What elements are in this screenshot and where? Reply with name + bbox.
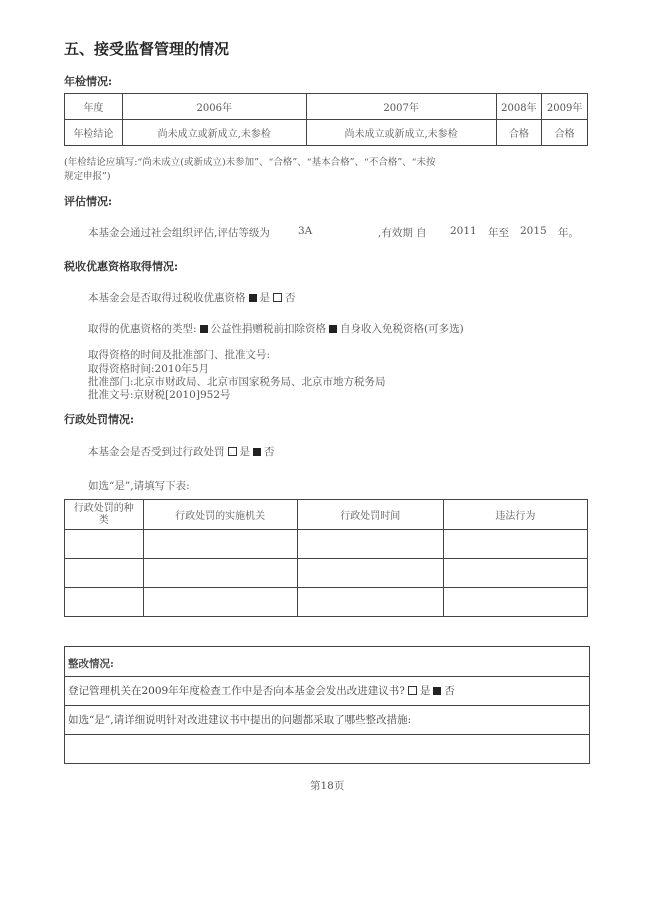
- table-row: [65, 559, 588, 588]
- checkbox-checked-icon: [249, 294, 257, 302]
- rectification-hint: 如选“是”,请详细说明针对改进建议书中提出的问题都采取了哪些整改措施:: [68, 714, 412, 726]
- penalty-question: 本基金会是否受到过行政处罚: [88, 446, 225, 458]
- checkbox-checked-icon: [253, 448, 261, 456]
- tax-no-label: 否: [285, 292, 296, 304]
- evaluation-valid-label: ,有效期 自: [378, 227, 427, 239]
- table-cell: 合格: [496, 120, 542, 146]
- evaluation-year-suffix: 年。: [558, 227, 579, 239]
- table-header-cell: [65, 500, 144, 530]
- checkbox-checked-icon: [433, 687, 441, 695]
- table-cell: 年检结论: [65, 120, 123, 146]
- page-number: 第18页: [310, 780, 345, 792]
- evaluation-end-year: 2015: [520, 225, 547, 237]
- table-cell: 尚未成立或新成立,未参检: [122, 120, 306, 146]
- tax-type1: 公益性捐赠税前扣除资格: [210, 323, 327, 335]
- checkbox-checked-icon: [329, 325, 337, 333]
- divider: [65, 705, 589, 706]
- tax-heading: 税收优惠资格取得情况:: [64, 260, 179, 273]
- table-cell: 2006年: [122, 94, 306, 120]
- tax-type2: 自身收入免税资格(可多选): [340, 323, 464, 335]
- evaluation-start-year: 2011: [450, 225, 477, 237]
- penalty-fill-hint: 如选“是”,请填写下表:: [88, 480, 190, 492]
- penalty-question-line: [88, 444, 275, 459]
- table-header-cell: 行政处罚的实施机关: [143, 500, 297, 530]
- table-cell: 合格: [542, 120, 588, 146]
- tax-types-label: 取得的优惠资格的类型:: [88, 323, 197, 335]
- penalty-col1-line1: 行政处罚的种: [73, 502, 134, 514]
- penalty-heading: 行政处罚情况:: [64, 413, 135, 426]
- evaluation-to-label: 年至: [488, 227, 509, 239]
- annual-check-table: [64, 93, 588, 146]
- divider: [65, 734, 589, 735]
- rectification-question: 登记管理机关在2009年年度检查工作中是否向本基金会发出改进建议书?: [68, 685, 405, 697]
- rectification-box: [64, 646, 590, 764]
- table-header-cell: 行政处罚时间: [297, 500, 443, 530]
- tax-time: 取得资格时间:2010年5月: [88, 363, 209, 375]
- section-title: 五、接受监督管理的情况: [64, 40, 230, 58]
- table-cell: 2009年: [542, 94, 588, 120]
- table-cell: 2007年: [306, 94, 496, 120]
- table-cell: 年度: [65, 94, 123, 120]
- rectification-no-label: 否: [444, 685, 455, 697]
- evaluation-heading: 评估情况:: [64, 195, 113, 208]
- penalty-table: [64, 499, 588, 617]
- rectification-heading: 整改情况:: [68, 658, 114, 670]
- tax-question-line: [88, 290, 296, 305]
- annual-check-note-line2: 规定申报”): [64, 171, 111, 182]
- evaluation-prefix: 本基金会通过社会组织评估,评估等级为: [88, 227, 270, 239]
- annual-check-heading: 年检情况:: [64, 75, 113, 88]
- tax-dept: 批准部门:北京市财政局、北京市国家税务局、北京市地方税务局: [88, 376, 386, 388]
- checkbox-empty-icon: [273, 293, 282, 302]
- divider: [65, 676, 589, 677]
- tax-doc-no: 批准文号:京财税[2010]952号: [88, 389, 231, 401]
- penalty-no-label: 否: [264, 446, 275, 458]
- table-row: [65, 530, 588, 559]
- penalty-yes-label: 是: [239, 446, 250, 458]
- checkbox-empty-icon: [228, 447, 237, 456]
- rectification-question-line: [68, 683, 455, 698]
- tax-types-line: [88, 321, 464, 336]
- checkbox-empty-icon: [408, 686, 417, 695]
- tax-yes-label: 是: [259, 292, 270, 304]
- annual-check-note-line1: (年检结论应填写:“尚未成立(或新成立)未参加”、“合格”、“基本合格”、“不合格”、“未按: [64, 157, 436, 168]
- table-cell: 2008年: [496, 94, 542, 120]
- penalty-col1-line2: 类: [98, 514, 109, 526]
- rectification-yes-label: 是: [419, 685, 431, 697]
- tax-question: 本基金会是否取得过税收优惠资格: [88, 292, 246, 304]
- table-header-cell: 违法行为: [443, 500, 587, 530]
- tax-info-heading: 取得资格的时间及批准部门、批准文号:: [88, 349, 271, 361]
- checkbox-checked-icon: [200, 325, 208, 333]
- evaluation-grade: 3A: [298, 225, 313, 237]
- table-cell: 尚未成立或新成立,未参检: [306, 120, 496, 146]
- table-row: [65, 588, 588, 617]
